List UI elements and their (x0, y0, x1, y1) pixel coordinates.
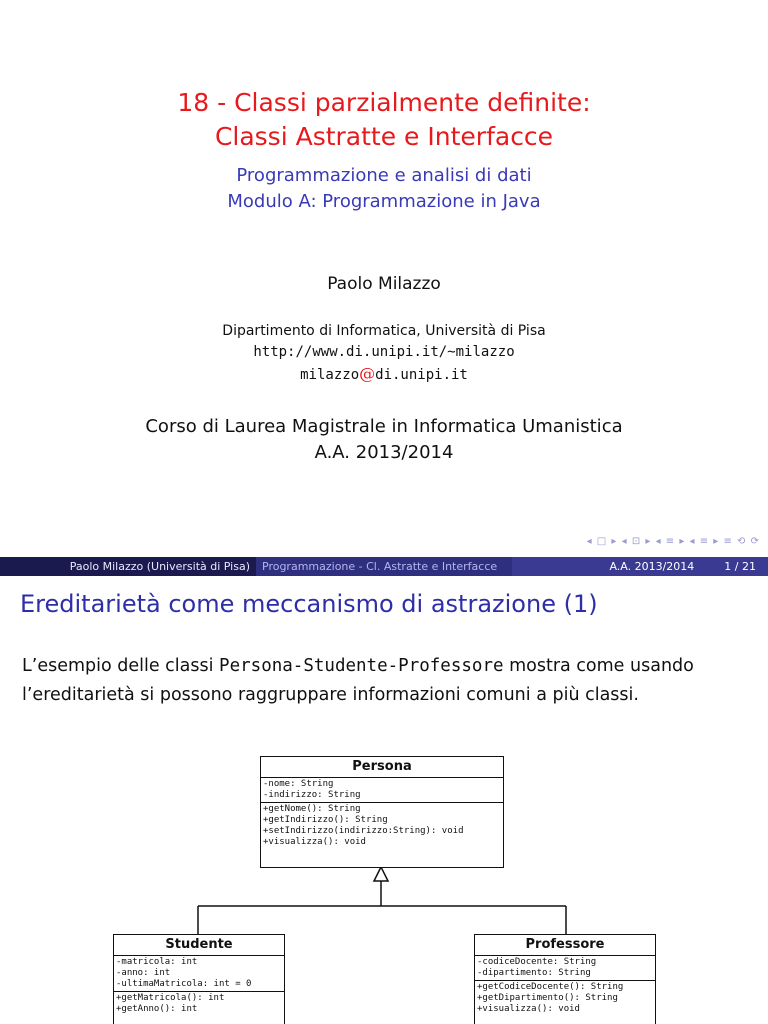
uml-method: +visualizza(): void (263, 837, 366, 847)
email-domain: di.unipi.it (375, 367, 468, 383)
inheritance-arrow-icon (374, 867, 388, 881)
footer-author: Paolo Milazzo (Università di Pisa) (0, 557, 256, 576)
footer-right (512, 557, 768, 576)
uml-method: +getMatricola(): int (116, 993, 225, 1003)
author-name: Paolo Milazzo (327, 274, 441, 294)
uml-methods (475, 981, 655, 1016)
uml-methods (261, 803, 503, 849)
uml-method: +getAnno(): int (116, 1004, 198, 1014)
uml-method: +getCodiceDocente(): String (477, 982, 624, 992)
content-slide (0, 576, 768, 1024)
uml-method: +getIndirizzo(): String (263, 815, 388, 825)
uml-attribute: -dipartimento: String (477, 968, 591, 978)
uml-class-professore (474, 934, 656, 1024)
uml-class-name: Professore (475, 935, 655, 956)
uml-method: +getNome(): String (263, 804, 361, 814)
author-url: http://www.di.unipi.it/∼milazzo (253, 344, 515, 360)
uml-attributes (114, 956, 284, 992)
paragraph-code: Persona-Studente-Professore (219, 656, 504, 676)
uml-attribute: -anno: int (116, 968, 171, 978)
paragraph-text-before: L’esempio delle classi (22, 656, 220, 676)
uml-attribute: -codiceDocente: String (477, 957, 597, 967)
footer-year: A.A. 2013/2014 (609, 560, 695, 573)
slide-subtitle-line2: Modulo A: Programmazione in Java (227, 191, 541, 212)
paragraph-text-after: mostra come usando l’ereditarietà si possono raggruppare informazioni comuni a più classi. (22, 656, 694, 705)
uml-method: +setIndirizzo(indirizzo:String): void (263, 826, 464, 836)
email-at-sign: @ (359, 364, 376, 383)
uml-method: +getDipartimento(): String (477, 993, 618, 1003)
uml-attribute: -indirizzo: String (263, 790, 361, 800)
uml-class-persona (260, 756, 504, 868)
uml-methods (114, 992, 284, 1016)
slide-footer (0, 557, 768, 576)
course-name: Corso di Laurea Magistrale in Informatica Umanistica (145, 416, 623, 437)
beamer-navigation-icons[interactable]: ◂ □ ▸ ◂ ⊡ ▸ ◂ ≡ ▸ ◂ ≡ ▸ ≡ ⟲ ⟳ (586, 536, 760, 547)
slide-title-line2: Classi Astratte e Interfacce (214, 122, 554, 151)
uml-attribute: -ultimaMatricola: int = 0 (116, 979, 252, 989)
author-email (0, 364, 768, 385)
uml-method: +visualizza(): void (477, 1004, 580, 1014)
email-user: milazzo (300, 367, 360, 383)
uml-attribute: -matricola: int (116, 957, 198, 967)
uml-attributes (475, 956, 655, 981)
uml-class-name: Persona (261, 757, 503, 778)
uml-class-name: Studente (114, 935, 284, 956)
uml-class-studente (113, 934, 285, 1024)
uml-attributes (261, 778, 503, 803)
slide-title-line1: 18 - Classi parzialmente definite: (177, 88, 591, 117)
affiliation: Dipartimento di Informatica, Università di Pisa (222, 323, 546, 339)
footer-page: 1 / 21 (724, 560, 756, 573)
slide-heading: Ereditarietà come meccanismo di astrazione (1) (20, 590, 598, 618)
uml-attribute: -nome: String (263, 779, 334, 789)
footer-course: Programmazione - Cl. Astratte e Interfacce (256, 557, 512, 576)
slide-subtitle-line1: Programmazione e analisi di dati (236, 165, 532, 186)
course-year: A.A. 2013/2014 (314, 442, 454, 463)
